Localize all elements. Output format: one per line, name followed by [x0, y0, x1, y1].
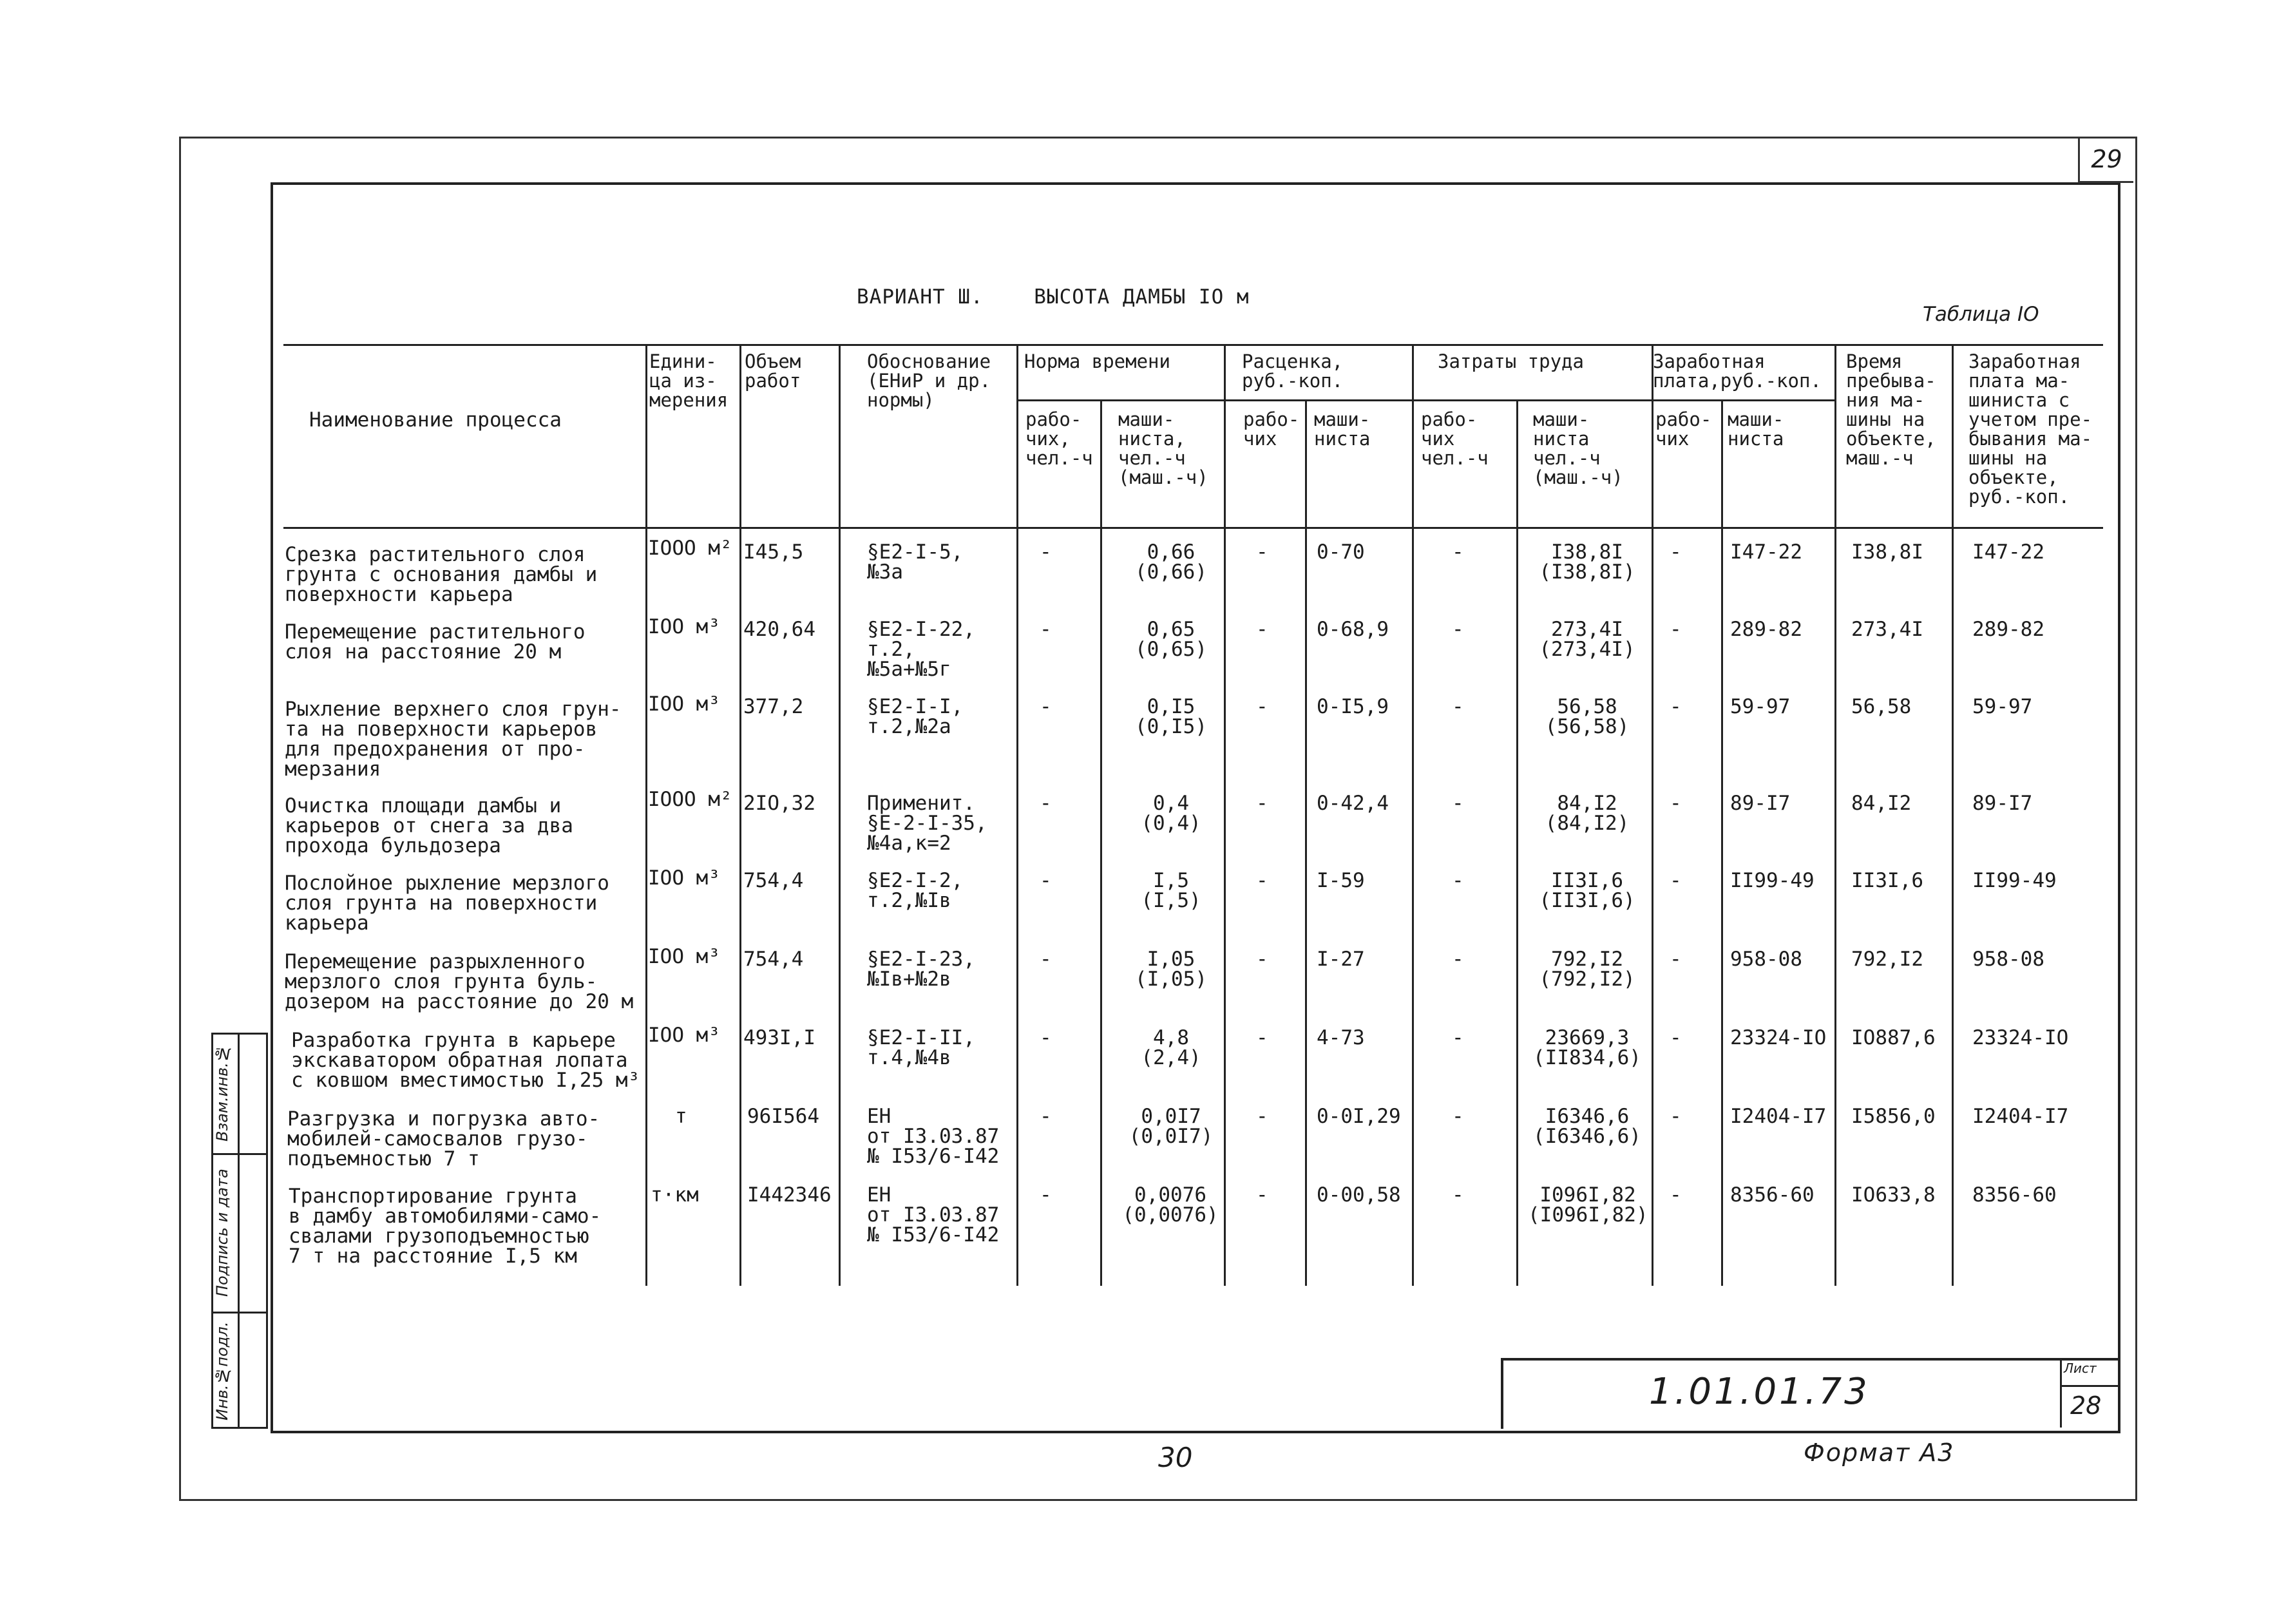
row-wage-workers: - [1670, 869, 1682, 892]
row-machinist-wage: 59-97 [1972, 695, 2033, 718]
row-basis: EН от I3.03.87 № I53/6-I42 [867, 1105, 1000, 1168]
col-header-volume: Объем работ [745, 350, 801, 392]
sheet-box-rule [2060, 1385, 2119, 1387]
row-labor-machinist: I6346,6 (I6346,6) [1533, 1105, 1641, 1148]
row-wage-workers: - [1670, 618, 1682, 641]
row-volume: 96I564 [747, 1105, 819, 1128]
row-labor-workers: - [1452, 618, 1464, 641]
row-machinist-wage: 958-08 [1972, 948, 2044, 971]
row-machine-time: 84,I2 [1851, 792, 1912, 815]
col-divider [1305, 399, 1307, 1286]
format-label: Формат А3 [1804, 1438, 1955, 1467]
row-norm-machinist: 0,I5 (0,I5) [1135, 695, 1207, 738]
row-wage-machinist: II99-49 [1730, 869, 1815, 892]
col-header-norm-machinist: маши- ниста, чел.-ч (маш.-ч) [1118, 408, 1208, 488]
row-norm-workers: - [1040, 618, 1052, 641]
row-wage-machinist: 958-08 [1730, 948, 1802, 971]
row-wage-machinist: 8356-60 [1730, 1183, 1815, 1207]
col-header-rate-machinist: маши- ниста [1314, 408, 1371, 450]
col-divider [1224, 344, 1226, 1286]
row-wage-machinist: 23324-IO [1730, 1026, 1827, 1049]
row-labor-machinist: 23669,3 (II834,6) [1533, 1026, 1641, 1069]
col-header-process: Наименование процесса [309, 408, 562, 432]
row-rate-workers: - [1256, 1026, 1268, 1049]
row-rate-machinist: 0-70 [1317, 540, 1365, 564]
row-wage-workers: - [1670, 695, 1682, 718]
row-rate-workers: - [1256, 540, 1268, 564]
row-rate-workers: - [1256, 1105, 1268, 1128]
col-divider [1516, 399, 1518, 1286]
row-rate-machinist: I-27 [1317, 948, 1365, 971]
row-rate-machinist: 0-0I,29 [1317, 1105, 1401, 1128]
row-machinist-wage: 289-82 [1972, 618, 2044, 641]
document-number: 1.01.01.73 [1649, 1371, 1870, 1413]
col-header-labor-workers: рабо- чих чел.-ч [1421, 408, 1489, 469]
header-bottom-rule [283, 527, 2103, 529]
row-labor-workers: - [1452, 792, 1464, 815]
side-label-signature: Подпись и дата [213, 1169, 231, 1297]
row-basis: §E2-I-5, №3a [867, 540, 964, 584]
row-wage-workers: - [1670, 792, 1682, 815]
row-labor-machinist: I096I,82 (I096I,82) [1528, 1183, 1648, 1227]
row-volume: 493I,I [743, 1026, 815, 1049]
row-norm-workers: - [1040, 695, 1052, 718]
row-labor-workers: - [1452, 1026, 1464, 1049]
side-stamp-rule [213, 1312, 268, 1314]
row-rate-workers: - [1256, 792, 1268, 815]
page-title: ВАРИАНТ Ш. ВЫСОТА ДАМБЫ IO м [857, 285, 1250, 309]
row-process: Разработка грунта в карьере экскаватором обратная лопата с ковшом вместимостью I,25 м³ [291, 1029, 640, 1092]
col-header-labor-machinist: маши- ниста чел.-ч (маш.-ч) [1533, 408, 1623, 488]
row-machine-time: II3I,6 [1851, 869, 1923, 892]
col-divider [839, 344, 841, 1286]
row-rate-machinist: 0-42,4 [1317, 792, 1389, 815]
row-process: Послойное рыхление мерзлого слоя грунта на поверхности карьера [285, 872, 609, 935]
page-number: 30 [1158, 1442, 1193, 1473]
side-stamp-rule [213, 1153, 268, 1155]
row-volume: 2IO,32 [743, 792, 815, 815]
row-labor-machinist: 56,58 (56,58) [1545, 695, 1630, 738]
row-volume: 754,4 [743, 948, 804, 971]
sheet-number: 28 [2070, 1391, 2102, 1420]
row-norm-workers: - [1040, 948, 1052, 971]
sheet-label: Лист [2064, 1361, 2097, 1376]
row-process: Перемещение разрыхленного мерзлого слоя грунта буль- дозером на расстояние до 20 м [285, 950, 634, 1013]
row-norm-machinist: 0,0076 (0,0076) [1122, 1183, 1219, 1227]
row-wage-workers: - [1670, 948, 1682, 971]
row-labor-machinist: I38,8I (I38,8I) [1539, 540, 1635, 584]
row-wage-workers: - [1670, 540, 1682, 564]
row-machinist-wage: 89-I7 [1972, 792, 2033, 815]
row-labor-machinist: 792,I2 (792,I2) [1539, 948, 1635, 991]
row-unit: IOO м³ [648, 866, 720, 890]
row-machine-time: IO887,6 [1851, 1026, 1936, 1049]
row-basis: §E2-I-23, №Iв+№2в [867, 948, 975, 991]
row-machine-time: I5856,0 [1851, 1105, 1936, 1128]
row-machine-time: 792,I2 [1851, 948, 1923, 971]
col-header-norm-group: Норма времени [1024, 350, 1170, 372]
row-basis: §E2-I-2, т.2,№Iв [867, 869, 964, 912]
col-divider [1016, 344, 1018, 1286]
row-wage-workers: - [1670, 1183, 1682, 1207]
row-rate-workers: - [1256, 1183, 1268, 1207]
col-header-machine-time: Время пребыва- ния ма- шины на объекте, маш.-ч [1846, 350, 1936, 469]
row-wage-machinist: 59-97 [1730, 695, 1791, 718]
row-volume: I442346 [747, 1183, 832, 1207]
row-machinist-wage: I2404-I7 [1972, 1105, 2069, 1128]
row-wage-machinist: I2404-I7 [1730, 1105, 1827, 1128]
row-unit: т·км [651, 1183, 699, 1207]
row-labor-workers: - [1452, 1183, 1464, 1207]
row-process: Очистка площади дамбы и карьеров от снега за два прохода бульдозера [285, 794, 573, 857]
col-divider [1834, 344, 1836, 1286]
row-basis: Применит. §E-2-I-35, №4a,к=2 [867, 792, 987, 855]
col-divider [1952, 344, 1954, 1286]
row-norm-workers: - [1040, 1183, 1052, 1207]
row-norm-machinist: I,05 (I,05) [1135, 948, 1207, 991]
row-machine-time: IO633,8 [1851, 1183, 1936, 1207]
row-basis: §E2-I-22, т.2, №5a+№5г [867, 618, 975, 681]
row-volume: I45,5 [743, 540, 804, 564]
row-volume: 754,4 [743, 869, 804, 892]
col-header-machinist-wage: Заработная плата ма- шиниста с учетом пре- бывания ма- шины на объекте, руб.-коп. [1968, 350, 2093, 508]
row-norm-machinist: 0,65 (0,65) [1135, 618, 1207, 661]
row-wage-machinist: 289-82 [1730, 618, 1802, 641]
col-header-basis: Обоснование (ЕНиР и др. нормы) [867, 350, 991, 411]
row-norm-workers: - [1040, 540, 1052, 564]
col-divider [1100, 399, 1102, 1286]
row-norm-workers: - [1040, 792, 1052, 815]
page-corner-number: 29 [2078, 137, 2133, 183]
row-rate-workers: - [1256, 869, 1268, 892]
table-top-rule [283, 344, 2103, 346]
row-process: Транспортирование грунта в дамбу автомобилями-само- свалами грузоподъемностью 7 т на расстояние I,5 км [289, 1185, 602, 1268]
col-header-labor-group: Затраты труда [1438, 350, 1584, 372]
col-divider [739, 344, 741, 1286]
row-process: Рыхление верхнего слоя грун- та на поверхности карьеров для предохранения от про- мерзания [285, 698, 622, 781]
row-unit: т [675, 1105, 687, 1128]
row-norm-machinist: I,5 (I,5) [1141, 869, 1201, 912]
row-norm-workers: - [1040, 869, 1052, 892]
row-rate-workers: - [1256, 618, 1268, 641]
row-rate-machinist: 0-00,58 [1317, 1183, 1401, 1207]
row-volume: 377,2 [743, 695, 804, 718]
row-unit: IOOO м² [648, 537, 732, 560]
row-labor-workers: - [1452, 1105, 1464, 1128]
col-header-wage-group: Заработная плата,руб.-коп. [1653, 350, 1822, 392]
row-labor-workers: - [1452, 540, 1464, 564]
row-volume: 420,64 [743, 618, 815, 641]
row-rate-machinist: 0-68,9 [1317, 618, 1389, 641]
col-divider [1721, 399, 1723, 1286]
row-basis: §E2-I-I, т.2,№2a [867, 695, 964, 738]
row-norm-machinist: 0,0I7 (0,0I7) [1129, 1105, 1214, 1148]
row-norm-machinist: 0,66 (0,66) [1135, 540, 1207, 584]
col-header-rate-group: Расценка, руб.-коп. [1242, 350, 1344, 392]
row-basis: EН от I3.03.87 № I53/6-I42 [867, 1183, 1000, 1247]
row-unit: IOOO м² [648, 788, 732, 811]
row-rate-workers: - [1256, 695, 1268, 718]
row-process: Перемещение растительного слоя на расстояние 20 м [285, 620, 586, 664]
col-header-rate-workers: рабо- чих [1243, 408, 1300, 450]
row-machinist-wage: I47-22 [1972, 540, 2044, 564]
row-machinist-wage: II99-49 [1972, 869, 2057, 892]
row-process: Срезка растительного слоя грунта с основания дамбы и поверхности карьера [285, 543, 598, 606]
col-header-wage-workers: рабо- чих [1655, 408, 1712, 450]
row-rate-machinist: 4-73 [1317, 1026, 1365, 1049]
row-labor-machinist: II3I,6 (II3I,6) [1539, 869, 1635, 912]
row-unit: IOO м³ [648, 945, 720, 968]
row-machine-time: 56,58 [1851, 695, 1912, 718]
row-wage-machinist: I47-22 [1730, 540, 1802, 564]
row-process: Разгрузка и погрузка авто- мобилей-самосвалов грузо- подъемностью 7 т [287, 1107, 600, 1170]
row-basis: §E2-I-II, т.4,№4в [867, 1026, 975, 1069]
row-machinist-wage: 23324-IO [1972, 1026, 2069, 1049]
row-rate-workers: - [1256, 948, 1268, 971]
row-labor-workers: - [1452, 695, 1464, 718]
row-norm-workers: - [1040, 1026, 1052, 1049]
row-machinist-wage: 8356-60 [1972, 1183, 2057, 1207]
row-norm-machinist: 4,8 (2,4) [1141, 1026, 1201, 1069]
col-header-norm-workers: рабо- чих, чел.-ч [1025, 408, 1093, 469]
col-divider [1412, 344, 1414, 1286]
row-rate-machinist: 0-I5,9 [1317, 695, 1389, 718]
row-labor-workers: - [1452, 869, 1464, 892]
row-labor-machinist: 273,4I (273,4I) [1539, 618, 1635, 661]
row-unit: IOO м³ [648, 693, 720, 716]
row-unit: IOO м³ [648, 1024, 720, 1047]
row-machine-time: I38,8I [1851, 540, 1923, 564]
row-wage-machinist: 89-I7 [1730, 792, 1791, 815]
row-norm-workers: - [1040, 1105, 1052, 1128]
side-label-replacement: Взам.инв.№ [213, 1044, 231, 1142]
row-wage-workers: - [1670, 1026, 1682, 1049]
col-header-unit: Едини- ца из- мерения [649, 350, 729, 411]
side-label-inventory: Инв.№подл. [213, 1321, 231, 1420]
subheader-rule [1016, 399, 1834, 401]
col-header-wage-machinist: маши- ниста [1728, 408, 1784, 450]
row-labor-machinist: 84,I2 (84,I2) [1545, 792, 1630, 835]
row-machine-time: 273,4I [1851, 618, 1923, 641]
row-rate-machinist: I-59 [1317, 869, 1365, 892]
table-label: Таблица IO [1923, 303, 2039, 326]
row-unit: IOO м³ [648, 615, 720, 638]
row-labor-workers: - [1452, 948, 1464, 971]
row-wage-workers: - [1670, 1105, 1682, 1128]
row-norm-machinist: 0,4 (0,4) [1141, 792, 1201, 835]
col-divider [1652, 344, 1653, 1286]
